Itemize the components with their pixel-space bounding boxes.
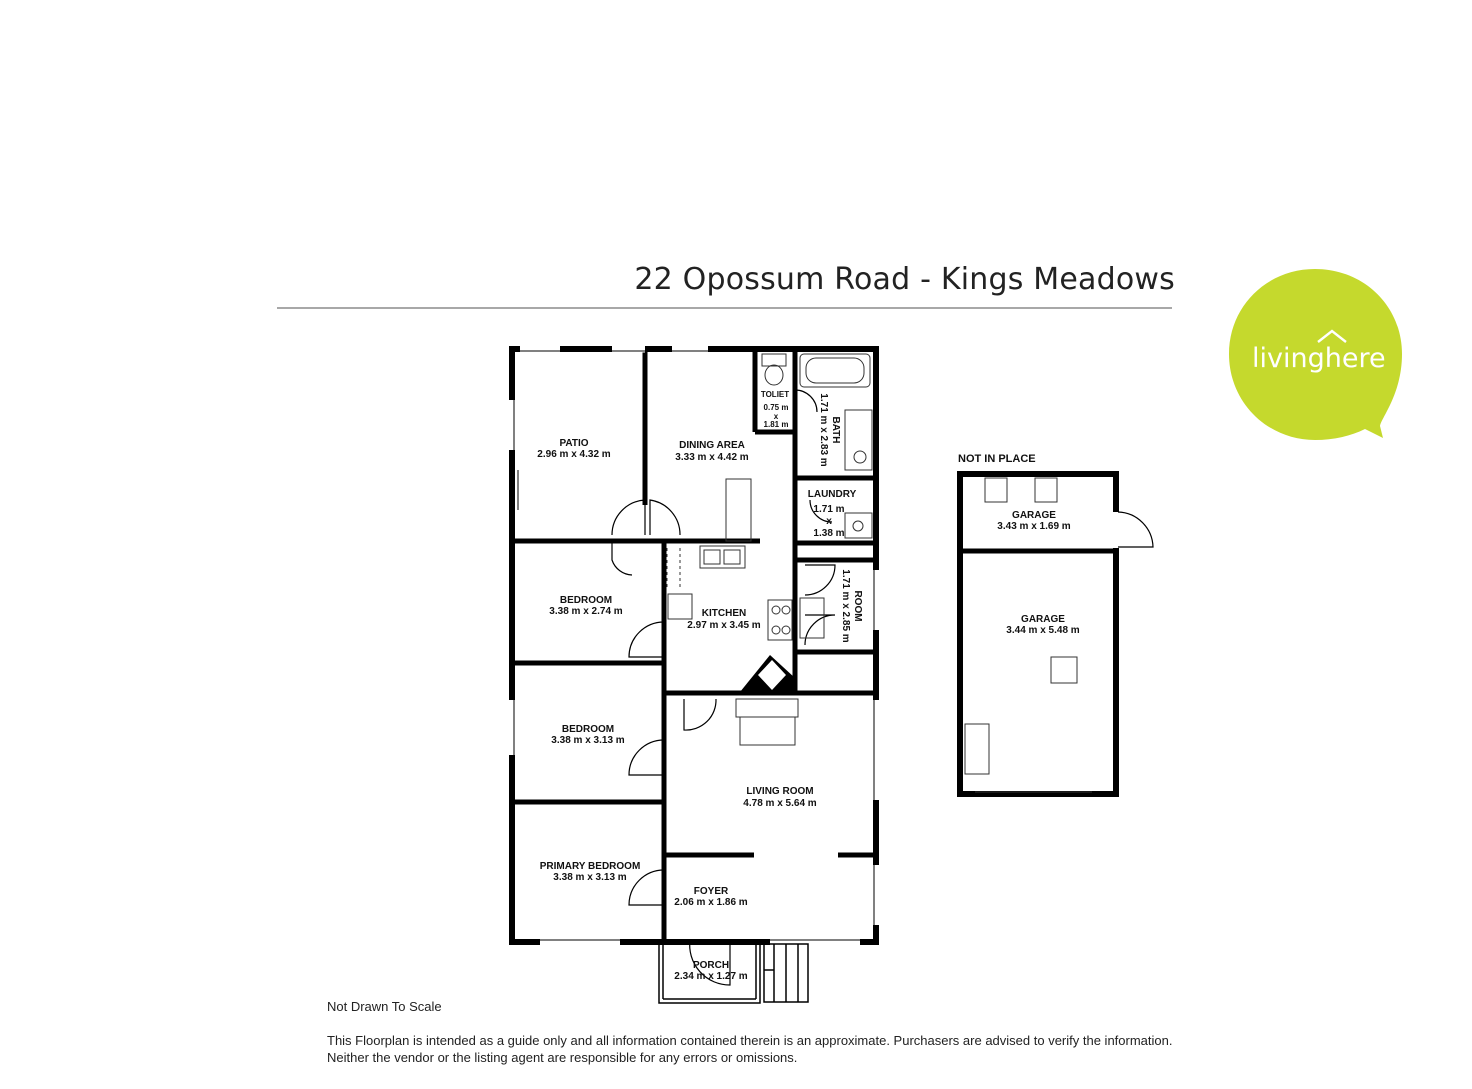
room-patio <box>537 438 610 460</box>
svg-text:1.71 m x 2.83 m: 1.71 m x 2.83 m <box>818 393 829 467</box>
room-foyer <box>674 886 747 908</box>
svg-text:3.38 m x 2.74 m: 3.38 m x 2.74 m <box>549 606 623 617</box>
scale-note: Not Drawn To Scale <box>327 999 442 1014</box>
svg-text:3.38 m x 3.13 m: 3.38 m x 3.13 m <box>551 735 625 746</box>
svg-text:BEDROOM: BEDROOM <box>559 595 613 606</box>
disclaimer-line-1: This Floorplan is intended as a guide only and all information contained therein is an approximate. Purchasers are advised to verify the information. <box>327 1033 1173 1048</box>
svg-text:3.44 m x 5.48 m: 3.44 m x 5.48 m <box>1006 625 1080 636</box>
svg-text:1.38 m: 1.38 m <box>813 528 845 539</box>
room-toilet <box>761 390 789 429</box>
svg-text:1.81 m: 1.81 m <box>763 420 789 429</box>
svg-text:1.71 m: 1.71 m <box>813 504 845 515</box>
disclaimer-line-2: Neither the vendor or the listing agent are responsible for any errors or omissions. <box>327 1050 798 1065</box>
svg-text:3.38 m x 3.13 m: 3.38 m x 3.13 m <box>553 872 627 883</box>
svg-text:GARAGE: GARAGE <box>1012 510 1056 521</box>
page-title: 22 Opossum Road - Kings Meadows <box>634 262 1175 297</box>
svg-text:2.34 m x 1.27 m: 2.34 m x 1.27 m <box>674 971 748 982</box>
svg-text:GARAGE: GARAGE <box>1021 614 1065 625</box>
room-living <box>743 786 816 809</box>
svg-text:4.78 m x 5.64 m: 4.78 m x 5.64 m <box>743 798 817 809</box>
svg-text:BATH: BATH <box>830 416 841 444</box>
svg-text:LIVING ROOM: LIVING ROOM <box>746 786 814 797</box>
svg-text:ROOM: ROOM <box>852 590 863 622</box>
disclaimer <box>327 1032 1327 1066</box>
svg-text:TOLIET: TOLIET <box>760 390 790 399</box>
svg-text:DINING AREA: DINING AREA <box>679 440 745 451</box>
svg-text:2.06 m x 1.86 m: 2.06 m x 1.86 m <box>674 897 748 908</box>
room-dining <box>675 440 748 463</box>
svg-text:x: x <box>773 412 779 421</box>
logo-wordmark: livinghere <box>1252 343 1386 374</box>
svg-text:0.75 m: 0.75 m <box>763 403 789 412</box>
room-garage-small <box>997 510 1070 532</box>
room-room <box>840 569 863 642</box>
svg-text:2.97 m x 3.45 m: 2.97 m x 3.45 m <box>687 620 761 631</box>
svg-text:PATIO: PATIO <box>559 438 589 449</box>
svg-text:LAUNDRY: LAUNDRY <box>807 489 857 500</box>
svg-text:3.43 m x 1.69 m: 3.43 m x 1.69 m <box>997 521 1071 532</box>
room-primary-bedroom <box>540 861 641 883</box>
room-kitchen <box>687 608 760 631</box>
svg-text:KITCHEN: KITCHEN <box>701 608 747 619</box>
svg-text:PORCH: PORCH <box>692 960 730 971</box>
room-bedroom-2 <box>551 724 624 746</box>
svg-text:x: x <box>826 516 832 527</box>
svg-text:3.33 m x 4.42 m: 3.33 m x 4.42 m <box>675 452 749 463</box>
room-laundry <box>808 489 857 539</box>
room-porch <box>674 960 747 982</box>
room-garage-large <box>1006 614 1079 636</box>
svg-text:2.96 m x 4.32 m: 2.96 m x 4.32 m <box>537 449 611 460</box>
outbuilding-note: NOT IN PLACE <box>958 453 1036 465</box>
svg-text:1.71 m x 2.85 m: 1.71 m x 2.85 m <box>840 569 851 643</box>
svg-text:BEDROOM: BEDROOM <box>561 724 615 735</box>
svg-text:FOYER: FOYER <box>693 886 729 897</box>
svg-text:PRIMARY BEDROOM: PRIMARY BEDROOM <box>539 861 641 872</box>
room-bath <box>818 393 841 466</box>
room-bedroom-1 <box>549 595 622 617</box>
